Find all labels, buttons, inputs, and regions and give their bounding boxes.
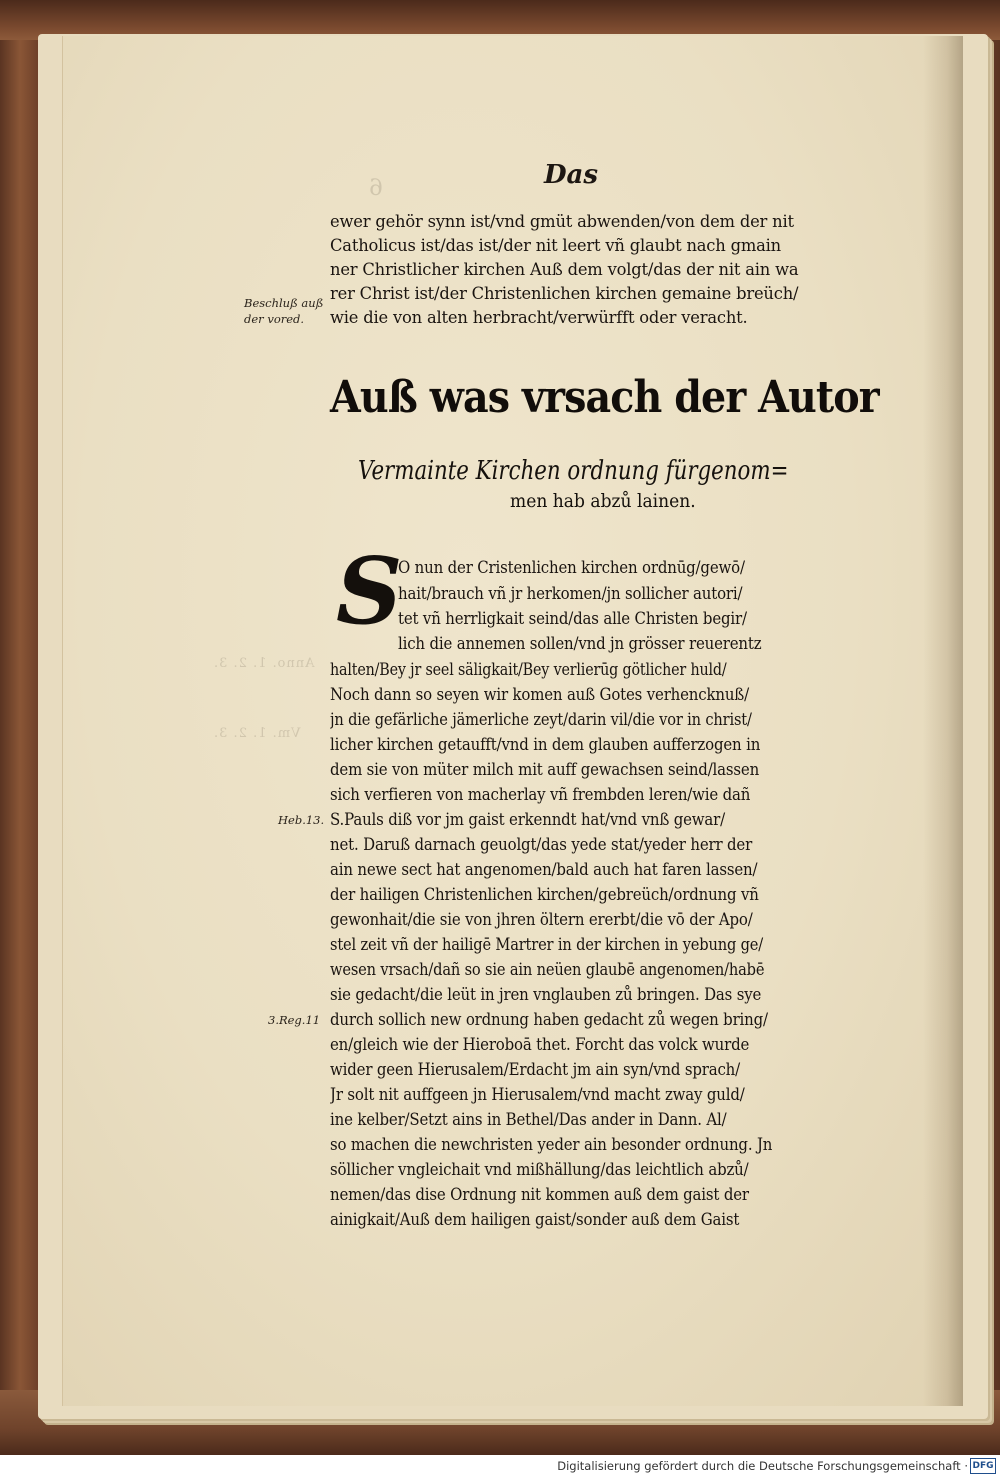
text-line: ine kelber/Setzt ains in Bethel/Das ander in Dann. Al/ <box>330 1110 727 1130</box>
bleed-through-text: Vm. 1. 2. 3. <box>213 726 301 741</box>
text-line: licher kirchen getaufft/vnd in dem glauben aufferzogen in <box>330 735 761 755</box>
text-line: net. Daruß darnach geuolgt/das yede stat/yeder herr der <box>330 835 753 855</box>
text-line: Jr solt nit auffgeen jn Hierusalem/vnd macht zway guld/ <box>330 1085 745 1105</box>
text-line: halten/Bey jr seel säligkait/Bey verlierūg götlicher huld/ <box>330 660 727 680</box>
text-line: Catholicus ist/das ist/der nit leert vñ glaubt nach gmain <box>330 236 782 256</box>
text-line: ner Christlicher kirchen Auß dem volgt/das der nit ain wa <box>330 260 799 280</box>
funding-notice: Digitalisierung gefördert durch die Deutsche Forschungsgemeinschaft · <box>557 1459 968 1473</box>
section-heading: Auß was vrsach der Autor <box>330 372 879 423</box>
text-line: ainigkait/Auß dem hailigen gaist/sonder auß dem Gaist <box>330 1210 740 1230</box>
bleed-through-text: 6 <box>368 176 383 201</box>
margin-note-beschluss-line1: Beschluß auß <box>244 296 324 310</box>
page-gutter-shadow <box>923 36 963 1406</box>
text-line: jn die gefärliche jämerliche zeyt/darin vil/die vor in christ/ <box>330 710 752 730</box>
text-line: so machen die newchristen yeder ain besonder ordnung. Jn <box>330 1135 773 1155</box>
text-line: tet vñ herrligkait seind/das alle Christen begir/ <box>398 609 747 629</box>
text-line: en/gleich wie der Hieroboā thet. Forcht das volck wurde <box>330 1035 750 1055</box>
text-line: Noch dann so seyen wir komen auß Gotes verhencknuß/ <box>330 685 749 705</box>
text-line: O nun der Cristenlichen kirchen ordnūg/gewō/ <box>398 558 745 578</box>
text-line: sich verfieren von macherlay vñ frembden leren/wie dañ <box>330 785 751 805</box>
text-line: wie die von alten herbracht/verwürfft oder veracht. <box>330 308 748 328</box>
text-line: sie gedacht/die leüt in jren vnglauben zů bringen. Das sye <box>330 985 762 1005</box>
footer-bar <box>0 1455 1000 1478</box>
margin-note-beschluss-line2: der vored. <box>244 312 305 326</box>
dfg-logo-icon: DFG <box>970 1458 996 1474</box>
text-line: der hailigen Christenlichen kirchen/gebreüch/ordnung vñ <box>330 885 759 905</box>
text-line: durch sollich new ordnung haben gedacht zů wegen bring/ <box>330 1010 768 1030</box>
margin-note-reg: 3.Reg.11 <box>268 1013 321 1027</box>
text-line: ain newe sect hat angenomen/bald auch hat faren lassen/ <box>330 860 758 880</box>
text-line: S.Pauls diß vor jm gaist erkenndt hat/vnd vnß gewar/ <box>330 810 726 830</box>
text-line: ewer gehör synn ist/vnd gmüt abwenden/von dem der nit <box>330 212 794 232</box>
bleed-through-text: Anno. 1. 2. 3. <box>213 656 315 671</box>
margin-note-heb: Heb.13. <box>278 813 325 827</box>
text-line: gewonhait/die sie von jhren öltern ererbt/die vō der Apo/ <box>330 910 753 930</box>
section-subheading-line1: Vermainte Kirchen ordnung fürgenom= <box>358 456 789 486</box>
text-line: wesen vrsach/dañ so sie ain neüen glaubē angenomen/habē <box>330 960 765 980</box>
text-line: dem sie von müter milch mit auff gewachsen seind/lassen <box>330 760 760 780</box>
text-line: rer Christ ist/der Christenlichen kirchen gemaine breüch/ <box>330 284 799 304</box>
text-line: söllicher vngleichait vnd mißhällung/das leichtlich abzů/ <box>330 1160 749 1180</box>
section-subheading-line2: men hab abzů lainen. <box>510 490 696 512</box>
text-line: nemen/das dise Ordnung nit kommen auß dem gaist der <box>330 1185 749 1205</box>
text-line: wider geen Hierusalem/Erdacht jm ain syn/vnd sprach/ <box>330 1060 741 1080</box>
decorated-initial-letter: S <box>336 537 403 645</box>
text-line: hait/brauch vñ jr herkomen/jn sollicher autori/ <box>398 584 743 604</box>
text-line: lich die annemen sollen/vnd jn grösser reuerentz <box>398 634 762 654</box>
text-line: stel zeit vñ der hailigē Martrer in der kirchen in yebung ge/ <box>330 935 764 955</box>
catchword-top: Das <box>544 160 599 190</box>
